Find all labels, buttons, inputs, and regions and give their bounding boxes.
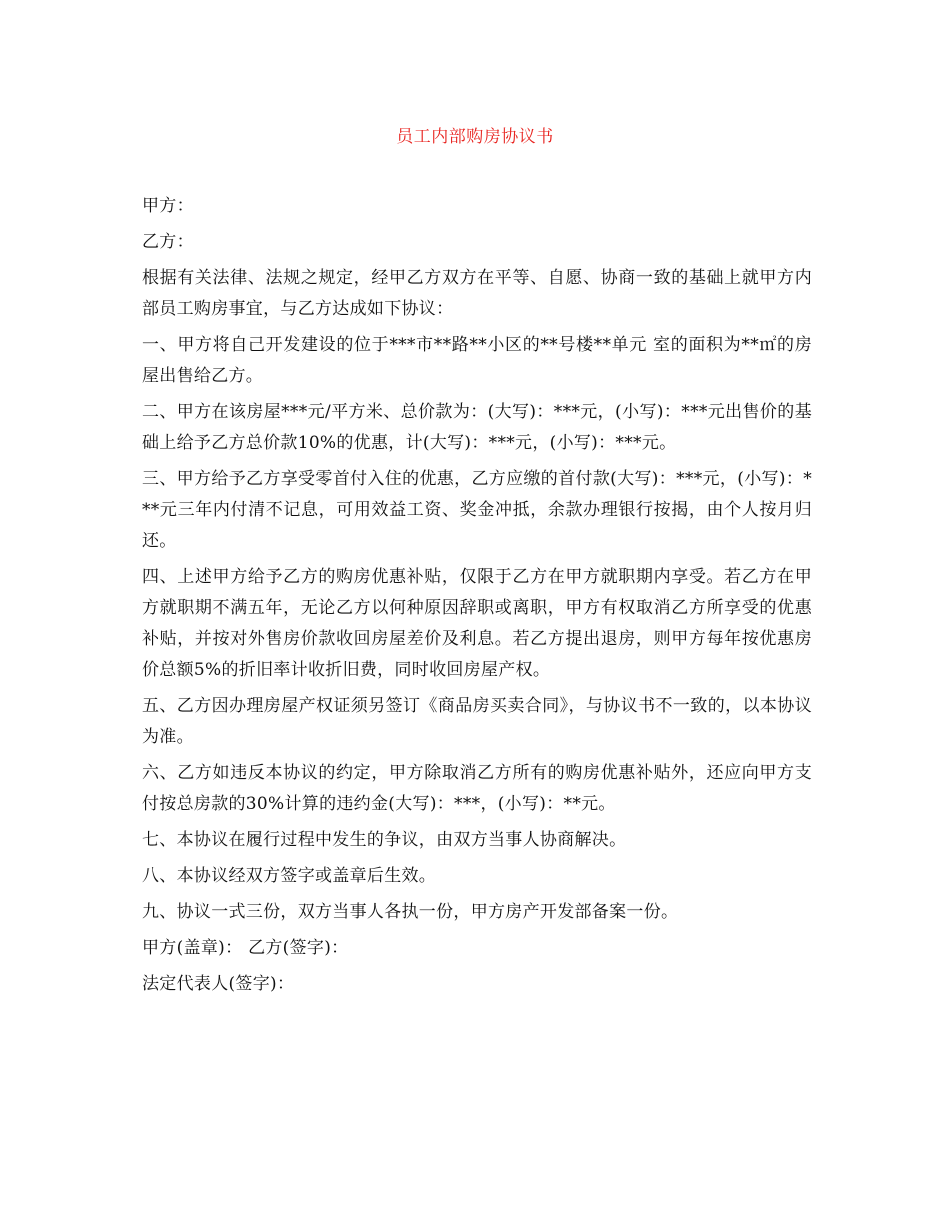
clause-9: 九、协议一式三份，双方当事人各执一份，甲方房产开发部备案一份。 [142, 902, 679, 922]
clause-7: 七、本协议在履行过程中发生的争议，由双方当事人协商解决。 [142, 830, 627, 850]
clause-6: 六、乙方如违反本协议的约定，甲方除取消乙方所有的购房优惠补贴外，还应向甲方支付按总房款的30%计算的违约金(大写)：***，(小写)：**元。 [142, 763, 812, 814]
clause-4: 四、上述甲方给予乙方的购房优惠补贴，仅限于乙方在甲方就职期内享受。若乙方在甲方就职期不满五年，无论乙方以何种原因辞职或离职，甲方有权取消乙方所享受的优惠补贴，并按对外售房价款收回房屋差价及利息。若乙方提出退房，则甲方每年按优惠房价总额5%的折旧率计收折旧费，同时收回房屋产权。 [142, 567, 812, 680]
preamble-paragraph: 根据有关法律、法规之规定，经甲乙方双方在平等、自愿、协商一致的基础上就甲方内部员工购房事宜，与乙方达成如下协议： [142, 268, 812, 319]
party-b-line: 乙方： [142, 232, 194, 252]
clause-3: 三、甲方给予乙方享受零首付入住的优惠，乙方应缴的首付款(大写)：***元，(小写)：***元三年内付清不记息，可用效益工资、奖金冲抵，余款办理银行按揭，由个人按月归还。 [142, 469, 812, 551]
document-title: 员工内部购房协议书 [396, 127, 554, 147]
party-a-line: 甲方： [142, 196, 194, 216]
clause-8: 八、本协议经双方签字或盖章后生效。 [142, 866, 437, 886]
legal-representative-line: 法定代表人(签字)： [142, 974, 295, 994]
document-body [142, 191, 812, 1005]
signature-line: 甲方(盖章)： 乙方(签字)： [142, 938, 349, 958]
clause-1: 一、甲方将自己开发建设的位于***市**路**小区的**号楼**单元 室的面积为**㎡的房屋出售给乙方。 [142, 335, 812, 386]
clause-5: 五、乙方因办理房屋产权证须另签订《商品房买卖合同》，与协议书不一致的，以本协议为准。 [142, 696, 812, 747]
clause-2: 二、甲方在该房屋***元/平方米、总价款为：(大写)：***元，(小写)：***元出售价的基础上给予乙方总价款10%的优惠，计(大写)：***元，(小写)：***元。 [142, 402, 812, 453]
